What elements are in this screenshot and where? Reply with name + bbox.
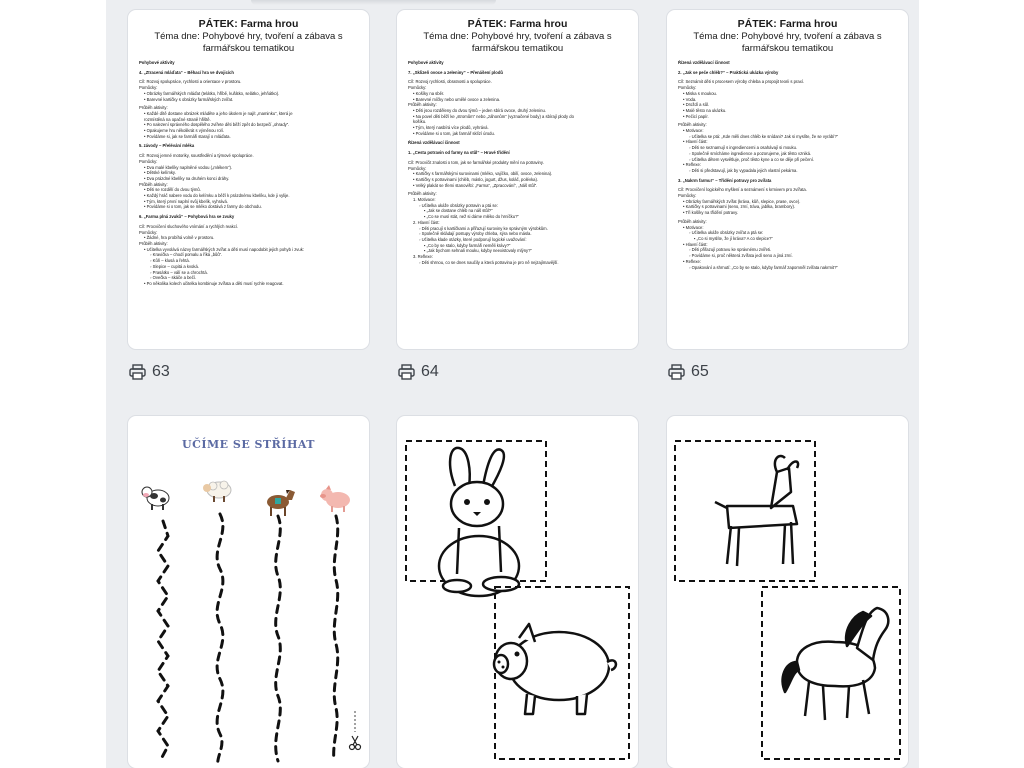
doc-line: ◦ Učitelka se ptá: „Kde měli dnes chléb ke snídani? Jak si myslíte, že se vyrábí?“ bbox=[689, 133, 839, 139]
doc-line: • Žádné, hra probíhá volně v prostoru. bbox=[144, 235, 215, 241]
wave-line bbox=[217, 514, 223, 766]
doc-heading: 7. „Sklizeň ovoce a zeleniny“ – Přenášení plodů bbox=[408, 69, 503, 75]
pig-icon bbox=[494, 624, 616, 714]
doc-body bbox=[139, 60, 358, 287]
doc-body bbox=[678, 60, 897, 270]
sheep-icon bbox=[203, 481, 231, 502]
doc-line: ▪ „Jak se dostane chléb na náš stůl?“ bbox=[424, 208, 493, 214]
print-icon bbox=[398, 364, 415, 380]
doc-line: • Hlavní část: bbox=[683, 241, 708, 247]
cutting-lines bbox=[128, 416, 369, 768]
doc-line: • Miska s moukou. bbox=[683, 90, 718, 96]
doc-line: • Každý hráč nabere vodu do kelímku a běží k prázdnému kbelíku, kde ji vylije. bbox=[144, 193, 290, 199]
doc-line: • Povídáme si, jak se farmáři starají o mláďata. bbox=[144, 133, 231, 139]
doc-line: • Reflexe: bbox=[683, 162, 701, 168]
doc-subtitle: Téma dne: Pohybové hry, tvoření a zábava s farmářskou tematikou bbox=[423, 31, 612, 54]
page-number-63[interactable] bbox=[129, 362, 170, 382]
doc-subtitle: Téma dne: Pohybové hry, tvoření a zábava s farmářskou tematikou bbox=[154, 31, 343, 54]
doc-line: • Malé těsto na ukázku. bbox=[683, 107, 727, 113]
doc-line: • Kartičky s farmářskými surovinami (mléko, vajíčko, obilí, ovoce, zelenina). bbox=[413, 171, 553, 177]
doc-line: ▪ „Jak bychom sehnali mouku, kdyby neexistovaly mlýny?“ bbox=[424, 248, 532, 254]
page-grid bbox=[106, 0, 919, 768]
zigzag-line bbox=[158, 521, 168, 761]
page-thumbnail-64[interactable] bbox=[397, 10, 638, 349]
doc-line: 2. Hlavní část: bbox=[413, 219, 440, 225]
doc-line: • Reflexe: bbox=[683, 258, 701, 264]
doc-line: • Barevné míčky nebo umělé ovoce a zelenina. bbox=[413, 96, 501, 102]
page-thumbnail-63[interactable] bbox=[128, 10, 369, 349]
doc-line: ◦ Děti pracují s kartičkami a přiřazují suroviny ke správným výrobkům. bbox=[419, 225, 548, 231]
cow-icon bbox=[142, 487, 169, 510]
doc-line: • Košíky na sběr. bbox=[413, 90, 445, 96]
coloring-page bbox=[397, 416, 638, 768]
page-number-label: 65 bbox=[691, 363, 709, 380]
doc-line: Průběh aktivity: bbox=[408, 102, 437, 108]
doc-line: Průběh aktivity: bbox=[139, 105, 168, 111]
doc-line: Pomůcky: bbox=[139, 229, 158, 235]
doc-heading: Řízená vzdělávací činnost bbox=[678, 60, 730, 65]
doc-line: • Tři košíky na třídění potravy. bbox=[683, 210, 739, 216]
doc-line: • Hlavní část: bbox=[683, 139, 708, 145]
doc-line: ◦ Prasátko – válí se a chrochtá. bbox=[150, 269, 208, 275]
doc-line: Průběh aktivity: bbox=[678, 218, 707, 224]
doc-body bbox=[408, 60, 627, 266]
doc-heading: 6. „Farma plná zvuků“ – Pohybová hra se zvuky bbox=[139, 214, 235, 220]
doc-line: ◦ Společně smícháme ingredience a pozorujeme, jak těsto vzniká. bbox=[689, 150, 812, 156]
doc-heading: 5. závody – Přelévání mléka bbox=[139, 143, 195, 149]
doc-line: ▪ „Co se musí stát, než si dáme mléko do hrníčku?“ bbox=[424, 214, 519, 220]
doc-line: Pomůcky: bbox=[139, 158, 158, 164]
doc-title: PÁTEK: Farma hrou bbox=[737, 18, 838, 30]
doc-line: ◦ Kravička – chodí pomalu a říká „bůů“. bbox=[150, 252, 223, 258]
doc-line: ▪ „Co by se stalo, kdyby farmáři neměli krávy?“ bbox=[424, 242, 511, 248]
rabbit-icon bbox=[439, 448, 519, 596]
scissors-icon bbox=[350, 736, 361, 750]
doc-line: ◦ Děti se seznamují s ingrediencemi a osahávají si mouku. bbox=[689, 145, 798, 151]
doc-line: Cíl: Seznámit děti s procesem výroby chleba a propojit teorii s praxí. bbox=[678, 79, 805, 85]
doc-line: • Děti jsou rozděleny do dvou týmů – jeden sbírá ovoce, druhý zeleninu. bbox=[413, 107, 546, 113]
doc-line: • Pečicí papír. bbox=[683, 113, 709, 119]
page-number-64[interactable] bbox=[398, 362, 439, 382]
doc-line: ◦ Děti přiřazují potravu ke správnému zvířeti. bbox=[689, 247, 772, 253]
doc-line: 1. Motivace: bbox=[413, 197, 436, 203]
doc-line: • Povídáme si o tom, jak se mléko dostává z farmy do obchodu. bbox=[144, 204, 262, 210]
doc-line: • Motivace: bbox=[683, 128, 704, 134]
pig-icon bbox=[320, 485, 350, 512]
page-number-label: 64 bbox=[421, 363, 439, 380]
doc-line: Cíl: Rozvoj spolupráce, rychlosti a orientace v prostoru. bbox=[139, 79, 242, 85]
doc-line: Pomůcky: bbox=[678, 85, 697, 91]
doc-line: • Tým, který první naplní svůj kbelík, vyhrává. bbox=[144, 198, 229, 204]
doc-line: ◦ Povídáme si, proč některá zvířata jedí seno a jiná zrní. bbox=[689, 253, 793, 259]
doc-subtitle: Téma dne: Pohybové hry, tvoření a zábava s farmářskou tematikou bbox=[693, 31, 882, 54]
doc-line: Pomůcky: bbox=[139, 85, 158, 91]
doc-heading: 1. „Cesta potravin od farmy na stůl“ – Hravé třídění bbox=[408, 150, 510, 156]
doc-line: • Kartičky s potravinami (seno, zrní, tráva, jablka, brambory). bbox=[683, 204, 796, 210]
doc-line: • Voda. bbox=[683, 96, 697, 102]
page-thumbnail-coloring-1[interactable] bbox=[397, 416, 638, 768]
doc-line: • Obrázky farmářských zvířat (kráva, kůň, slepice, prase, ovce). bbox=[683, 198, 801, 204]
wave-line bbox=[334, 516, 338, 761]
doc-line: ◦ Společně skládají postupy výroby chleba, sýra nebo másla. bbox=[419, 231, 532, 237]
page-thumbnail-65[interactable] bbox=[667, 10, 908, 349]
doc-line: • Dětské kelímky. bbox=[144, 170, 176, 176]
page-thumbnail-cutting-worksheet[interactable] bbox=[128, 416, 369, 768]
page-number-label: 63 bbox=[152, 363, 170, 380]
doc-line: • Obrázky farmářských mláďat (telátko, hříbě, kuřátko, selátko, jehňátko). bbox=[144, 90, 280, 96]
page-number-65[interactable] bbox=[668, 362, 709, 382]
doc-line: • Každé dítě dostane obrázek mláděte a jeho úkolem je najít „maminku“, která je bbox=[144, 110, 293, 116]
doc-title: PÁTEK: Farma hrou bbox=[198, 18, 299, 30]
doc-line: Průběh aktivity: bbox=[678, 122, 707, 128]
doc-line: • Po několika kolech učitelka kombinuje zvířata a děti musí rychle reagovat. bbox=[144, 280, 284, 286]
coloring-page bbox=[667, 416, 908, 768]
doc-line: Cíl: Rozvoj rychlosti, obratnosti a spolupráce. bbox=[408, 79, 492, 85]
doc-line: • Děti se rozdělí do dvou týmů. bbox=[144, 187, 201, 193]
doc-line: • Droždí a sůl. bbox=[683, 102, 710, 108]
doc-line: ◦ Děti si představují, jak by vypadala jejich vlastní pekárna. bbox=[689, 167, 798, 173]
doc-line: ◦ Učitelka ukáže obrázky potravin a ptá se: bbox=[419, 202, 498, 208]
doc-line: ▪ „Co si myslíte, že jí kráva? A co slepice?“ bbox=[694, 235, 773, 241]
doc-line: • Tým, který nasbírá více plodů, vyhrává. bbox=[413, 125, 489, 131]
doc-line: Průběh aktivity: bbox=[139, 181, 168, 187]
doc-line: Cíl: Rozvoj jemné motoriky, soustředění a týmové spolupráce. bbox=[139, 153, 254, 159]
doc-heading: Pohybové aktivity bbox=[408, 60, 444, 65]
doc-line: Pomůcky: bbox=[408, 85, 427, 91]
doc-line: • Kartičky s potravinami (chléb, máslo, jogurt, džus, koláč, polévka). bbox=[413, 176, 539, 182]
doc-line: • Po nalezení správného dospělého zvířete děti běží zpět do bezpečí „ohrady“. bbox=[144, 122, 290, 128]
doc-line: Průběh aktivity: bbox=[408, 191, 437, 197]
doc-line: ◦ Učitelka ukáže obrázky zvířat a ptá se: bbox=[689, 230, 764, 236]
doc-line: ◦ Kůň – klusá a řehtá. bbox=[150, 258, 190, 264]
doc-line: • Barevné kartičky s obrázky farmářských zvířat. bbox=[144, 96, 234, 102]
doc-heading: 3. „Nakrm farmu!“ – Třídění potravy pro zvířata bbox=[678, 177, 772, 183]
scroll-shadow bbox=[251, 0, 496, 5]
worksheet-title: UČÍME SE STŘÍHAT bbox=[182, 438, 315, 451]
page-thumbnail-coloring-2[interactable] bbox=[667, 416, 908, 768]
doc-line: ◦ Děti shrnou, co se dnes naučily a která potravina je pro ně nejzajímavější. bbox=[419, 259, 559, 265]
doc-line: Cíl: Procvičit znalosti o tom, jak se farmářské produkty mění na potraviny. bbox=[408, 159, 544, 165]
doc-line: 3. Reflexe: bbox=[413, 254, 434, 260]
horse-icon bbox=[267, 490, 295, 516]
doc-line: • Dva prázdné kbelíky na druhém konci dráhy. bbox=[144, 175, 230, 181]
doc-heading: 4. „Ztracená mláďata“ – Běhací hra ve dvojicích bbox=[139, 69, 234, 75]
doc-line: košíku. bbox=[413, 119, 427, 125]
doc-line: ◦ Opakování a shrnutí: „Co by se stalo, kdyby farmář zapomněl zvířata nakrmit?“ bbox=[689, 264, 838, 270]
doc-line: • Na povel děti běží ke „stromům“ nebo „záhonům“ (vyznačené body) a sbírají plody do bbox=[413, 113, 574, 119]
print-icon bbox=[668, 364, 685, 380]
doc-line: ◦ Učitelka dětem vysvětluje, proč těsto kyne a co se děje při pečení. bbox=[689, 156, 815, 162]
doc-line: • Velký plakát se třemi stanovišti: „Farma“, „Zpracování“, „Náš stůl“. bbox=[413, 182, 538, 188]
doc-line: ◦ Ovečka – skáče a bečí. bbox=[150, 275, 197, 281]
doc-line: Cíl: Procvičení logického myšlení a seznámení s krmivem pro zvířata. bbox=[678, 187, 807, 193]
doc-heading: Řízená vzdělávací činnost bbox=[408, 140, 460, 146]
doc-line: Pomůcky: bbox=[678, 193, 697, 199]
doc-line: rozmístěná na opačné straně hřiště. bbox=[144, 116, 211, 122]
doc-line: • Opakujeme hru několikrát s výměnou rolí. bbox=[144, 128, 224, 134]
doc-title: PÁTEK: Farma hrou bbox=[467, 18, 568, 30]
doc-line: • Povídáme si o tom, jak farmář sklízí úrodu. bbox=[413, 130, 495, 136]
doc-line: ◦ Učitelka klade otázky, které podporují logické uvažování: bbox=[419, 236, 527, 242]
wave-line bbox=[276, 516, 281, 761]
horse-icon bbox=[783, 608, 889, 720]
goat-icon bbox=[715, 456, 798, 566]
doc-line: Cíl: Procvičení sluchového vnímání a rychlých reakcí. bbox=[139, 223, 239, 229]
doc-line: ◦ Slepice – cupitá a kvoká. bbox=[150, 263, 199, 269]
doc-line: Pomůcky: bbox=[408, 165, 427, 171]
doc-heading: 2. „Jak se peče chléb?“ – Praktická ukázka výroby bbox=[678, 69, 779, 75]
doc-line: Průběh aktivity: bbox=[139, 240, 168, 246]
doc-line: • Učitelka vyvolává názvy farmářských zvířat a děti musí napodobit jejich pohyb i zvuk: bbox=[144, 246, 304, 252]
print-icon bbox=[129, 364, 146, 380]
doc-line: • Motivace: bbox=[683, 224, 704, 230]
doc-line: • Dva malé kbelíky naplněné vodou („mlékem“). bbox=[144, 164, 233, 170]
doc-heading: Pohybové aktivity bbox=[139, 60, 175, 65]
